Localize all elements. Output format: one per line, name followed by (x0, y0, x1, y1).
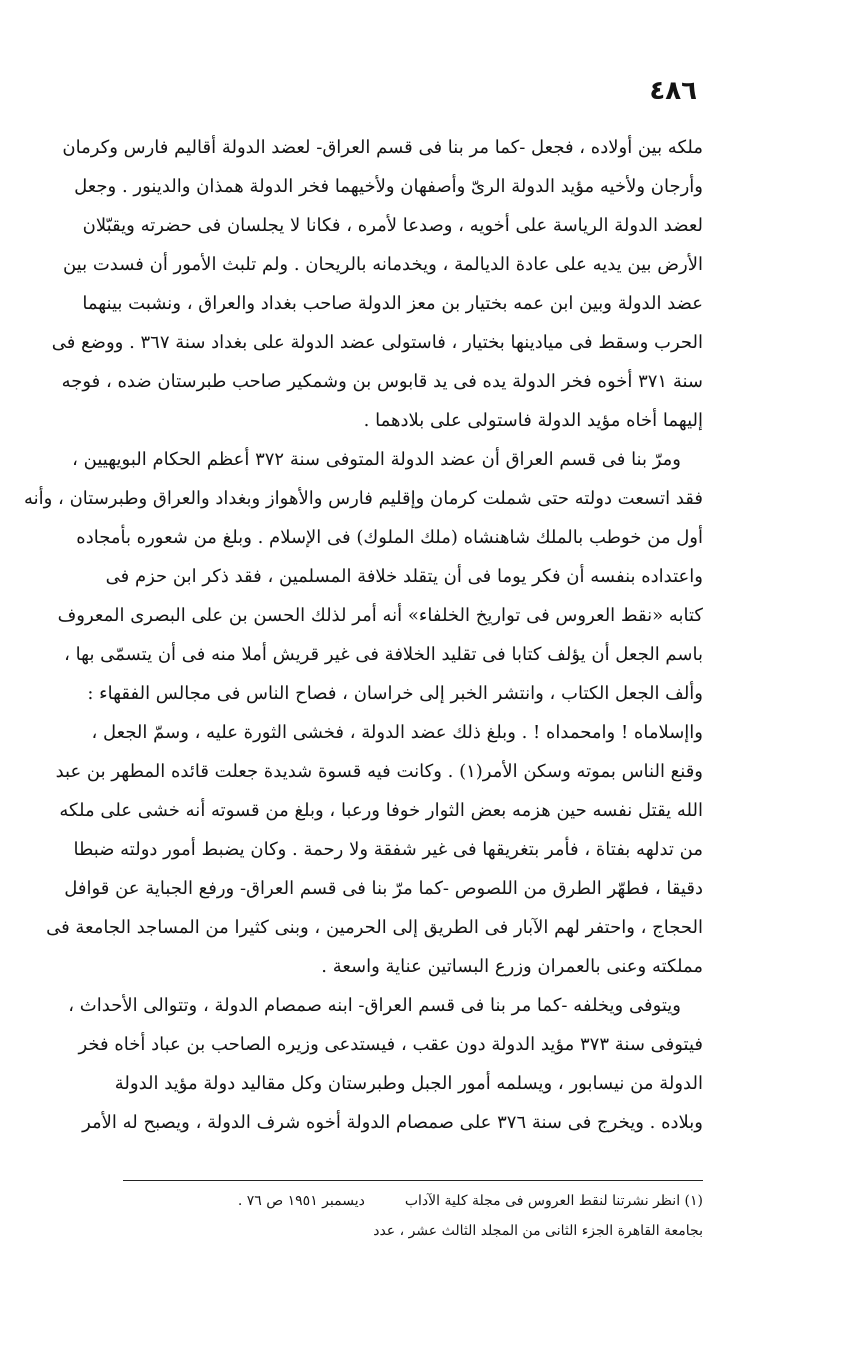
body-text (23, 128, 703, 1142)
text-line: عضد الدولة وبين ابن عمه بختيار بن معز الدولة صاحب بغداد والعراق ، ونشبت بينهما (82, 293, 703, 314)
text-line: فقد اتسعت دولته حتى شملت كرمان وإقليم فارس والأهواز وبغداد والعراق وطبرستان ، وأنه (23, 488, 703, 509)
text-line: باسم الجعل أن يؤلف كتابا فى تقليد الخلافة فى غير قريش أملا منه فى أن يتسمّى بها ، (64, 644, 703, 665)
text-line: كتابه «نقط العروس فى تواريخ الخلفاء» أنه أمر لذلك الحسن بن على البصرى المعروف (57, 605, 703, 626)
text-line: دقيقا ، فطهّر الطرق من اللصوص -كما مرّ بنا فى قسم العراق- ورفع الجباية عن قوافل (64, 878, 703, 899)
text-line: لعضد الدولة الرياسة على أخويه ، وصدعا لأمره ، فكانا لا يجلسان فى حضرته ويقبّلان (82, 215, 703, 236)
text-line: وقنع الناس بموته وسكن الأمر(١) . وكانت فيه قسوة شديدة جعلت قائده المطهر بن عبد (55, 761, 703, 782)
text-line: واعتداده بنفسه أن فكر يوما فى أن يتقلد خلافة المسلمين ، فقد ذكر ابن حزم فى (105, 566, 703, 587)
text-line: فيتوفى سنة ٣٧٣ مؤيد الدولة دون عقب ، فيستدعى وزيره الصاحب بن عباد أخاه فخر (78, 1034, 703, 1055)
text-line: وبلاده . ويخرج فى سنة ٣٧٦ على صمصام الدولة أخوه شرف الدولة ، ويصبح له الأمر (82, 1112, 703, 1133)
text-line: إليهما أخاه مؤيد الدولة فاستولى على بلادهما . (363, 410, 703, 431)
text-line: وألف الجعل الكتاب ، وانتشر الخبر إلى خراسان ، فصاح الناس فى مجالس الفقهاء : (87, 683, 703, 704)
footnotes (123, 1186, 703, 1246)
footnote-text: (١) انظر نشرتنا لنقط العروس فى مجلة كلية الآداب (404, 1193, 703, 1209)
footnote-line: بجامعة القاهرة الجزء الثانى من المجلد الثالث عشر ، عدد (373, 1223, 703, 1239)
text-line: ومرّ بنا فى قسم العراق أن عضد الدولة المتوفى سنة ٣٧٢ أعظم الحكام البويهيين ، (72, 449, 681, 470)
footnote-line (123, 1186, 703, 1216)
text-line: أول من خوطب بالملك شاهنشاه (ملك الملوك) فى الإسلام . وبلغ من شعوره بأمجاده (76, 527, 703, 548)
text-line: سنة ٣٧١ أخوه فخر الدولة يده فى يد قابوس بن وشمكير صاحب طبرستان ضده ، فوجه (61, 371, 703, 392)
footnote-divider (123, 1180, 703, 1181)
text-line: ملكه بين أولاده ، فجعل -كما مر بنا فى قسم العراق- لعضد الدولة أقاليم فارس وكرمان (62, 137, 703, 158)
text-line: مملكته وعنى بالعمران وزرع البساتين عناية واسعة . (321, 956, 703, 977)
page-number: ٤٨٦ (649, 76, 697, 106)
text-line: ويتوفى ويخلفه -كما مر بنا فى قسم العراق- ابنه صمصام الدولة ، وتتوالى الأحداث ، (68, 995, 681, 1016)
text-line: واإسلاماه ! وامحمداه ! . وبلغ ذلك عضد الدولة ، فخشى الثورة عليه ، وسمّ الجعل ، (91, 722, 703, 743)
text-line: وأرجان ولأخيه مؤيد الدولة الرىّ وأصفهان ولأخيهما فخر الدولة همذان والدينور . وجعل (74, 176, 703, 197)
text-line: الدولة من نيسابور ، ويسلمه أمور الجبل وطبرستان وكل مقاليد دولة مؤيد الدولة (114, 1073, 703, 1094)
text-line: الله يقتل نفسه حين هزمه بعض الثوار خوفا ورعبا ، وبلغ من قسوته أنه خشى على ملكه (59, 800, 703, 821)
text-line: الحجاج ، واحتفر لهم الآبار فى الطريق إلى الحرمين ، وبنى كثيرا من المساجد الجامعة فى (46, 917, 703, 938)
text-line: الحرب وسقط فى ميادينها بختيار ، فاستولى عضد الدولة على بغداد سنة ٣٦٧ . ووضع فى (51, 332, 703, 353)
footnote-text: ديسمبر ١٩٥١ ص ٧٦ . (237, 1193, 365, 1209)
text-line: الأرض بين يديه على عادة الديالمة ، ويخدمانه بالريحان . ولم تلبث الأمور أن فسدت بين (62, 254, 703, 275)
text-line: من تدلهه بفتاة ، فأمر بتغريقها فى غير شفقة ولا رحمة . وكان يضبط أمور دولته ضبطا (73, 839, 703, 860)
